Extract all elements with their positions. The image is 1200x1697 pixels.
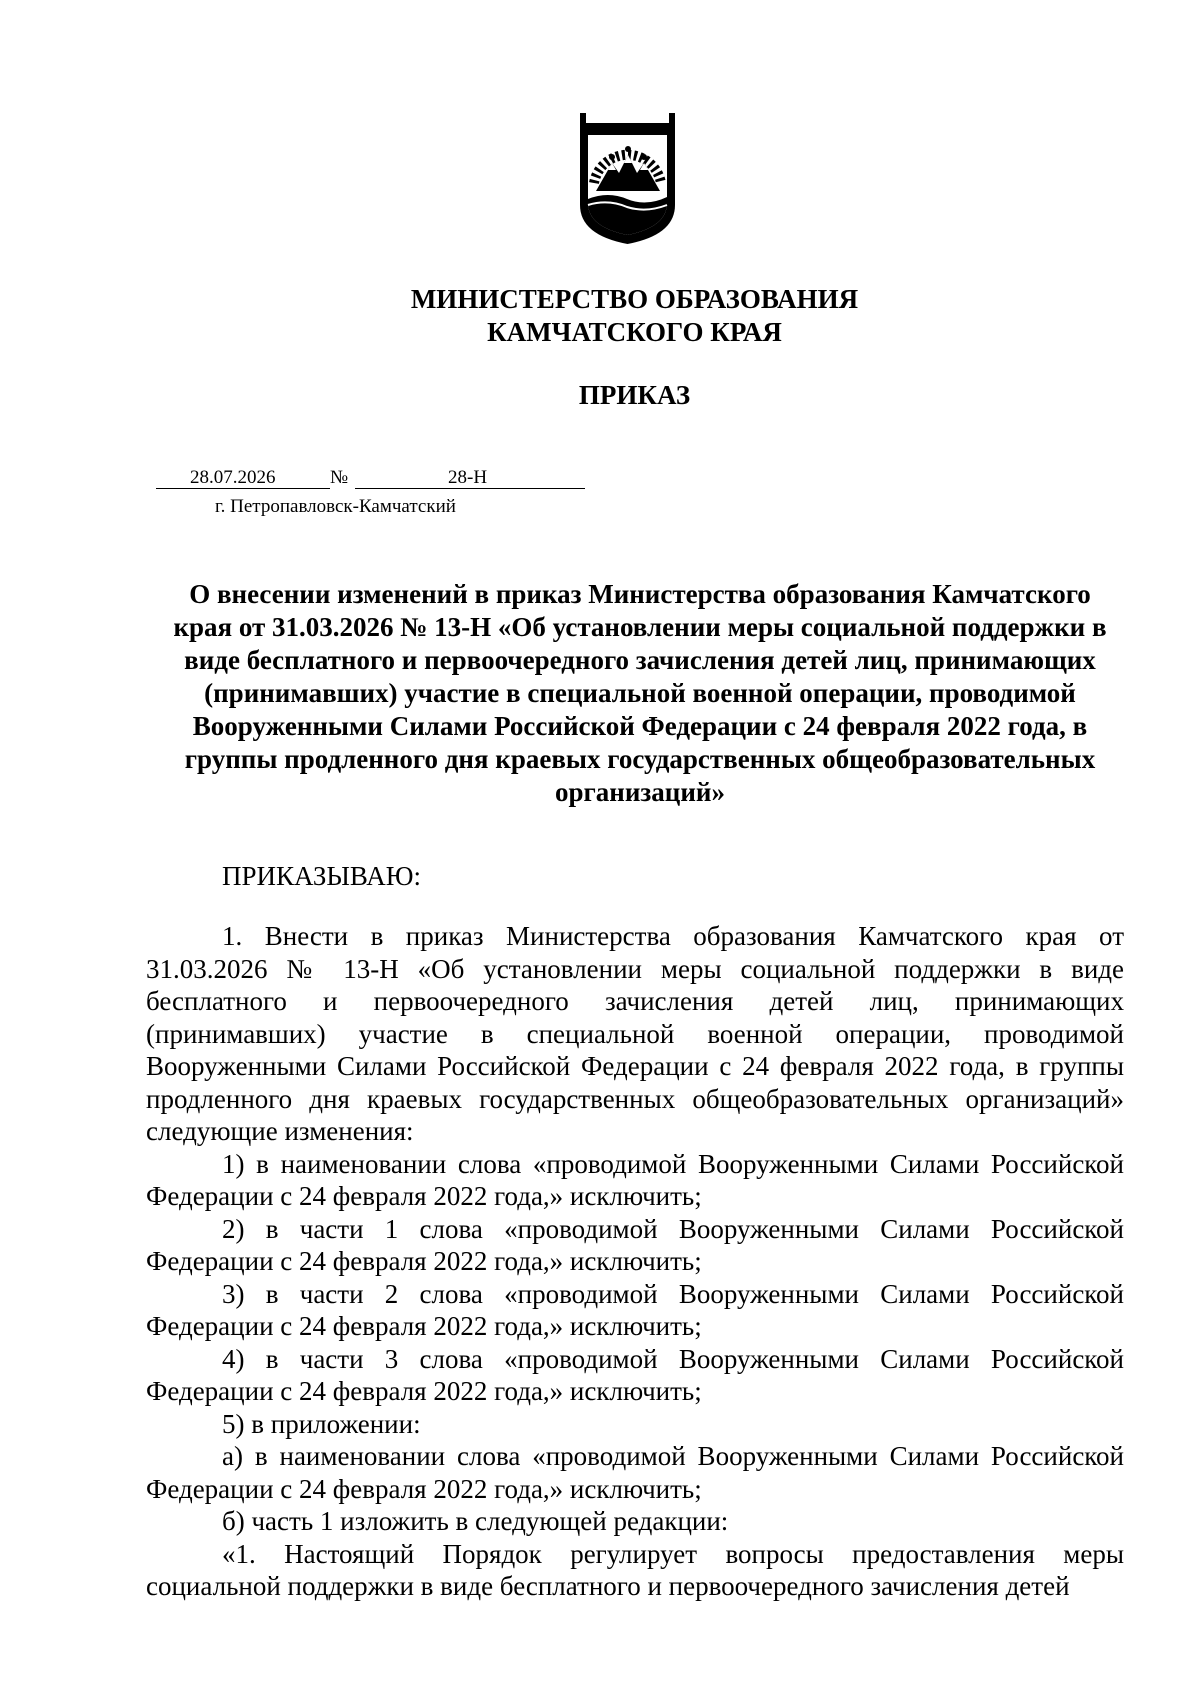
list-item: а) в наименовании слова «проводимой Вооруженными Силами Российской Федерации с 24 февраля 2022 года,» исключить;: [146, 1441, 1124, 1504]
quoted-text: «1. Настоящий Порядок регулирует вопросы предоставления меры социальной поддержки в виде бесплатного и первоочередного зачисления детей: [146, 1538, 1124, 1601]
order-word: ПРИКАЗЫВАЮ:: [222, 861, 421, 891]
document-subject: О внесении изменений в приказ Министерства образования Камчатского края от 31.03.2026 № 13-Н «Об установлении меры социальной поддержки в виде бесплатного и первоочередного зачисления детей лиц, принимающих (принимавших) участие в специальной военной операции, проводимой Вооруженными Силами Российской Федерации с 24 февраля 2022 года, в группы продленного дня краевых государственных общеобразовательных организаций»: [173, 579, 1107, 807]
ministry-name-line2: КАМЧАТСКОГО КРАЯ: [487, 317, 782, 347]
list-item: 2) в части 1 слова «проводимой Вооруженными Силами Российской Федерации с 24 февраля 2022 года,» исключить;: [146, 1213, 1124, 1276]
date-number-row: [0, 467, 600, 491]
list-item: б) часть 1 изложить в следующей редакции:: [222, 1506, 729, 1536]
document-type: ПРИКАЗ: [578, 380, 691, 410]
kamchatka-coat-of-arms-icon: [574, 113, 681, 244]
document-number: 28-Н: [448, 467, 488, 488]
paragraph-1: 1. Внести в приказ Министерства образования Камчатского края от 31.03.2026 № 13-Н «Об установлении меры социальной поддержки в виде бесплатного и первоочередного зачисления детей лиц, принимающих (принимавших) участие в специальной военной операции, проводимой Вооруженными Силами Российской Федерации с 24 февраля 2022 года, в группы продленного дня краевых государственных общеобразовательных организаций» следующие изменения:: [146, 921, 1124, 1146]
ministry-name-line1: МИНИСТЕРСТВО ОБРАЗОВАНИЯ: [410, 284, 859, 314]
document-body: [146, 920, 1124, 1603]
list-item: 3) в части 2 слова «проводимой Вооруженными Силами Российской Федерации с 24 февраля 2022 года,» исключить;: [146, 1278, 1124, 1341]
list-item: 4) в части 3 слова «проводимой Вооруженными Силами Российской Федерации с 24 февраля 2022 года,» исключить;: [146, 1343, 1124, 1406]
number-sign: №: [330, 467, 349, 488]
document-city: г. Петропавловск-Камчатский: [215, 496, 456, 517]
list-item: 1) в наименовании слова «проводимой Вооруженными Силами Российской Федерации с 24 февраля 2022 года,» исключить;: [146, 1148, 1124, 1211]
ministry-name: [0, 283, 1200, 349]
list-item: 5) в приложении:: [222, 1408, 421, 1439]
document-date: 28.07.2026: [190, 467, 276, 488]
